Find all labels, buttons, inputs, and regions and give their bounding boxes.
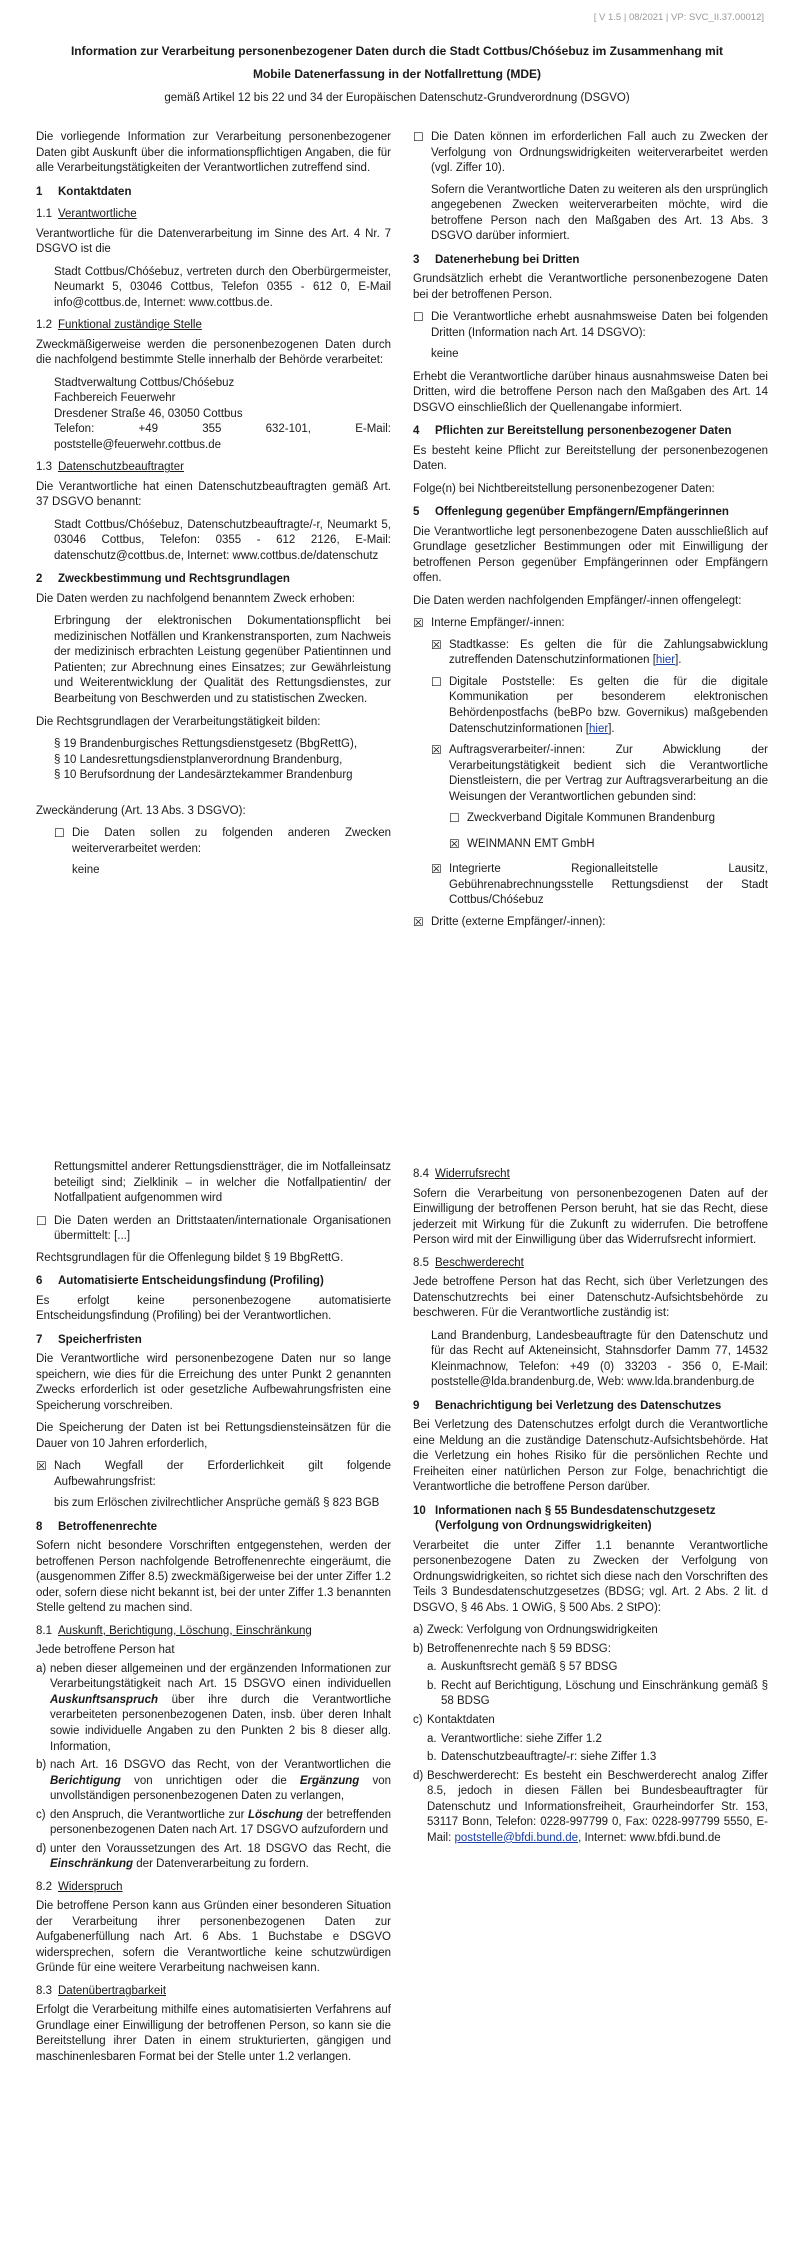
legal-basis-list (54, 737, 391, 784)
checkbox-checked-icon: ☒ (431, 637, 442, 652)
checkbox-checked-icon: ☒ (413, 616, 424, 631)
section-5-text: Die Verantwortliche legt personenbezogene Daten ausschließlich auf Grundlage gesetzlicher Bestimmungen oder mit Einwilligung der betroffenen Person gegenüber Empfängerinnen oder Empfängern offen. (413, 525, 768, 585)
page2-left-column (36, 1160, 391, 2072)
section-10-heading: 10 Informationen nach § 55 Bundesdatenschutzgesetz (Verfolgung von Ordnungswidrigkeiten) (413, 1504, 716, 1533)
document-header (36, 40, 758, 106)
checkbox-checked-icon: ☒ (431, 862, 442, 877)
section-9-heading: 9 Benachrichtigung bei Verletzung des Datenschutzes (413, 1399, 722, 1412)
weinmann-checkbox[interactable]: ☒ WEINMANN EMT GmbH (449, 836, 595, 851)
disclosure-legal-basis: Rechtsgrundlagen für die Offenlegung bildet § 19 BbgRettG. (36, 1251, 344, 1264)
section-2-text: Die Daten werden zu nachfolgend benanntem Zweck erhoben: (36, 592, 356, 605)
section-8-heading: 8 Betroffenenrechte (36, 1520, 158, 1533)
title-line-2: Mobile Datenerfassung in der Notfallrettung (MDE) (252, 67, 541, 82)
retention-checkbox[interactable]: ☒ Nach Wegfall der Erforderlichkeit gilt folgende Aufbewahrungsfrist: (36, 1459, 391, 1490)
section-1-2-text: Zweckmäßigerweise werden die personenbezogenen Daten durch die nachfolgend bestimmte Stelle innerhalb der Behörde verarbeitet: (36, 338, 391, 367)
legal-basis-item: § 10 Berufsordnung der Landesärztekammer Brandenburg (54, 769, 353, 782)
section-8-3-heading: 8.3 Datenübertragbarkeit (36, 1984, 167, 1997)
checkbox-checked-icon: ☒ (431, 743, 442, 758)
bdsg-subitem: a. Verantwortliche: siehe Ziffer 1.2 (427, 1732, 602, 1745)
section-3-note: Erhebt die Verantwortliche darüber hinaus ausnahmsweise Daten bei Dritten, wird die betroffene Person nach den Maßgaben des Art. 14 DSGVO einschließlich der Quellenangabe informiert. (413, 370, 768, 414)
section-1-heading: 1 Kontaktdaten (36, 185, 132, 198)
checkbox-checked-icon: ☒ (413, 914, 424, 929)
internal-recipients-checkbox[interactable]: ☒ Interne Empfänger/-innen: (413, 616, 565, 631)
section-4-consequence: Folge(n) bei Nichtbereitstellung personenbezogener Daten: (413, 482, 715, 495)
section-1-1-heading: 1.1 Verantwortliche (36, 208, 137, 221)
section-7-heading: 7 Speicherfristen (36, 1333, 142, 1346)
section-10-text: Verarbeitet die unter Ziffer 1.1 benannte Verantwortliche personenbezogene Daten zu Zwecken der Verfolgung von Ordnungswidrigkeiten, so richtet sich diese nach den Vorschriften des Teils 3 Bundesdatenschutzgesetzes (BDSG; vgl. Art. 2 Abs. 2 lit. d DSGVO, § 46 Abs. 1 OWiG, § 500 Abs. 2 StPO): (413, 1539, 768, 1614)
bdsg-subitem: b. Recht auf Berichtigung, Löschung und Einschränkung gemäß § 58 BDSG (427, 1679, 768, 1708)
checkbox-unchecked-icon: ☐ (413, 130, 424, 144)
section-5-heading: 5 Offenlegung gegenüber Empfängern/Empfängerinnen (413, 506, 729, 519)
recipients-intro: Die Daten werden nachfolgenden Empfänger/-innen offengelegt: (413, 594, 742, 607)
subtitle: gemäß Artikel 12 bis 22 und 34 der Europäischen Datenschutz-Grundverordnung (DSGVO) (164, 91, 630, 104)
page1-right-column (413, 130, 768, 936)
right-item: b) nach Art. 16 DSGVO das Recht, von der Verantwortlichen die Berichtigung von unrichtigen oder die Ergänzung von unvollständigen personenbezogenen Daten zu verlangen, (36, 1759, 391, 1803)
checkbox-unchecked-icon: ☐ (413, 310, 424, 325)
third-parties-text: Rettungsmittel anderer Rettungsdienstträger, die im Notfalleinsatz beteiligt sind; Zielklinik – in welcher die Notfallpatientin/ der Notfallpatient aufgenommen wird (54, 1161, 391, 1205)
section-8-4-heading: 8.4 Widerrufsrecht (413, 1168, 510, 1180)
checkbox-unchecked-icon: ☐ (431, 674, 442, 689)
right-item: a) neben dieser allgemeinen und der ergänzenden Informationen zur Verarbeitungstätigkeit nach Art. 15 DSGVO einen individuellen Auskunftsanspruch über ihre durch die Verantwortliche verarbeiteten personenbezogenen Daten, insb. über deren Inhalt sowie individuelle Angaben zu den Punkten 2 bis 8 dieser allg. Information, (36, 1662, 391, 1753)
further-processing-checkbox[interactable]: ☐ Die Daten können im erforderlichen Fall auch zu Zwecken der Verfolgung von Ordnungswidrigkeiten weiterverarbeitet werden (vgl. Ziffer 10). (413, 130, 768, 177)
bdsg-item: d) Beschwerderecht: Es besteht ein Beschwerderecht analog Ziffer 8.5, jedoch in diesen Fällen bei Bundesbeauftragter für Datenschutz und Informationsfreiheit, Graurheindorfer Str. 153, 53117 Bonn, Telefon: 0228-997799 0, Fax: 0228-997799 5550, E-Mail: poststelle@bfdi.bund.de, Internet: www.bfdi.bund.de (413, 1769, 768, 1844)
bdsg-item: a) Zweck: Verfolgung von Ordnungswidrigkeiten (413, 1624, 658, 1637)
stadtkasse-checkbox[interactable]: ☒ Stadtkasse: Es gelten die für die Zahlungsabwicklung zutreffenden Datenschutzinformationen [hier]. (431, 638, 768, 669)
legal-basis-item: § 10 Landesrettungsdienstplanverordnung Brandenburg, (54, 753, 343, 766)
legal-basis-intro: Die Rechtsgrundlagen der Verarbeitungstätigkeit bilden: (36, 715, 321, 728)
purpose-change-value: keine (72, 864, 100, 877)
section-8-3-text: Erfolgt die Verarbeitung mithilfe eines automatisierten Verfahrens auf Grundlage einer Einwilligung der betroffenen Person, so kann sie die Bereitstellung ihrer Daten in einem strukturierten, gängigen und maschinenlesbaren Format bei der Stelle unter 1.2 verlangen. (36, 2004, 391, 2063)
section-4-text: Es besteht keine Pflicht zur Bereitstellung der personenbezogenen Daten. (413, 444, 768, 473)
purpose-change-title: Zweckänderung (Art. 13 Abs. 3 DSGVO): (36, 804, 246, 817)
checkbox-checked-icon: ☒ (449, 836, 460, 851)
section-1-3-heading: 1.3 Datenschutzbeauftragter (36, 461, 184, 474)
third-party-collection-value: keine (431, 348, 459, 361)
bdsg-item: b) Betroffenenrechte nach § 59 BDSG: (413, 1642, 611, 1655)
intro: Die vorliegende Information zur Verarbeitung personenbezogener Daten gibt Auskunft über die informationspflichtigen Angaben, die für alle Verarbeitungstätigkeiten der Verantwortlichen zutreffend sind. (36, 131, 391, 175)
section-9-text: Bei Verletzung des Datenschutzes erfolgt durch die Verantwortliche eine Meldung an die zuständige Datenschutz-Aufsichtsbehörde. Hat die Verletzung ein hohes Risiko für die persönlichen Rechte und Freiheiten einer natürlichen Person zur Folge, benachrichtigt die Verantwortliche die betroffene Person darüber. (413, 1419, 768, 1494)
checkbox-unchecked-icon: ☐ (449, 811, 460, 826)
responsible-unit-address: Stadtverwaltung Cottbus/Chóśebuz Fachbereich Feuerwehr Dresdener Straße 46, 03050 Cottbus Telefon: +49 355 632-101, E-Mail: poststelle@feuerwehr.cottbus.de (54, 376, 391, 451)
section-8-5-text: Jede betroffene Person hat das Recht, sich über Verletzungen des Datenschutzrechts bei einer Datenschutz-Aufsichtsbehörde zu beschweren. Für die Verantwortliche zuständig ist: (413, 1276, 768, 1320)
digital-mailroom-checkbox[interactable]: ☐ Digitale Poststelle: Es gelten die für die digitale Kommunikation per besonderem elektronischen Behördenpostfachs (beBPo bzw. Governikus) maßgebenden Datenschutzinformationen [hier]. (431, 675, 768, 737)
bdsg-item: c) Kontaktdaten (413, 1713, 495, 1726)
section-1-2-heading: 1.2 Funktional zuständige Stelle (36, 319, 202, 332)
retention-value: bis zum Erlöschen zivilrechtlicher Ansprüche gemäß § 823 BGB (54, 1497, 380, 1510)
purpose-change-checkbox[interactable]: ☐ Die Daten sollen zu folgenden anderen Zwecken weiterverarbeitet werden: (54, 826, 391, 857)
section-8-1-heading: 8.1 Auskunft, Berichtigung, Löschung, Einschränkung (36, 1624, 312, 1637)
third-party-collection-checkbox[interactable]: ☐ Die Verantwortliche erhebt ausnahmsweise Daten bei folgenden Dritten (Information nach Art. 14 DSGVO): (413, 310, 768, 341)
zweckverband-checkbox[interactable]: ☐ Zweckverband Digitale Kommunen Brandenburg (449, 811, 716, 826)
bdsg-subitem: a. Auskunftsrecht gemäß § 57 BDSG (427, 1661, 618, 1674)
third-country-checkbox[interactable]: ☐ Die Daten werden an Drittstaaten/internationale Organisationen übermittelt: [...] (36, 1214, 391, 1245)
purpose-text: Erbringung der elektronischen Dokumentationspflicht bei medizinischen Notfällen und Krankenstransporten, zum Nachweis der medizinisch erbrachten Leistung gegenüber Patientinnen und Patienten; zur Abrechnung eines Einsatzes; zur Gewährleistung und Weiterentwicklung der Qualität des Rettungsdienstes, zur Bearbeitung von Beschwerden und zu statistischen Zwecken. (54, 615, 391, 705)
section-6-text: Es erfolgt keine personenbezogene automatisierte Entscheidungsfindung (Profiling) bei der Verantwortlichen. (36, 1294, 391, 1323)
section-8-4-text: Sofern die Verarbeitung von personenbezogenen Daten auf der Einwilligung der betroffenen Person beruht, hat sie das Recht, diese jederzeit mit Wirkung für die Zukunft zu widerrufen. Die betroffene Person wird mit der Einwilligung über das Widerrufsrecht informiert. (413, 1187, 768, 1247)
legal-basis-item: § 19 Brandenburgisches Rettungsdienstgesetz (BbgRettG), (54, 738, 358, 751)
right-item: c) den Anspruch, die Verantwortliche zur Löschung der betreffenden personenbezogenen Daten nach Art. 17 DSGVO aufzufordern und (36, 1808, 391, 1837)
checkbox-unchecked-icon: ☐ (54, 826, 65, 841)
poststelle-info-link[interactable]: hier (589, 722, 609, 735)
section-1-3-text: Die Verantwortliche hat einen Datenschutzbeauftragten gemäß Art. 37 DSGVO benannt: (36, 480, 391, 509)
dpo-address: Stadt Cottbus/Chóśebuz, Datenschutzbeauftragte/-r, Neumarkt 5, 03046 Cottbus, Telefon: 0355 - 612 2126, E-Mail: datenschutz@cottbus.de, Internet: www.cottbus.de/datenschutz (54, 518, 391, 562)
section-8-intro: Sofern nicht besondere Vorschriften entgegenstehen, werden der betroffenen Person nachfolgende Betroffenenrechte eingeräumt, die (ausgenommen Ziffer 8.5) zweckmäßigerweise bei der unter Ziffer 1.2 oder, sofern diese nicht bekannt ist, bei der unter Ziffer 1.3 benannten Stelle geltend zu machen sind. (36, 1540, 391, 1615)
section-3-text: Grundsätzlich erhebt die Verantwortliche personenbezogene Daten bei der betroffenen Person. (413, 273, 768, 301)
section-2-heading: 2 Zweckbestimmung und Rechtsgrundlagen (36, 573, 290, 586)
processors-checkbox[interactable]: ☒ Auftragsverarbeiter/-innen: Zur Abwicklung der Verarbeitungstätigkeit bedient sich die Verantwortliche Dienstleistern, die per Vertrag zur Auftragsverarbeitung an die Weisungen der Verantwortlichen gebunden sind: (431, 743, 768, 805)
section-8-5-heading: 8.5 Beschwerderecht (413, 1256, 524, 1269)
bfdi-email-link[interactable]: poststelle@bfdi.bund.de (454, 1831, 579, 1844)
stadtkasse-info-link[interactable]: hier (655, 654, 676, 667)
controller-address: Stadt Cottbus/Chóśebuz, vertreten durch den Oberbürgermeister, Neumarkt 5, 03046 Cottbus, Telefon 0355 - 612 0, E-Mail info@cottbus.de, Internet: www.cottbus.de. (54, 265, 391, 309)
section-1-1-text: Verantwortliche für die Datenverarbeitung im Sinne des Art. 4 Nr. 7 DSGVO ist die (36, 227, 391, 256)
version-line: [ V 1.5 | 08/2021 | VP: SVC_II.37.00012] (593, 12, 764, 23)
section-8-2-heading: 8.2 Widerspruch (36, 1880, 123, 1893)
page1-left-column (36, 130, 391, 886)
regional-dispatch-checkbox[interactable]: ☒ Integrierte Regionalleitstelle Lausitz, Gebührenabrechnungsstelle Rettungsdienst der Stadt Cottbus/Chóśebuz (431, 862, 768, 909)
title-line-1: Information zur Verarbeitung personenbezogener Daten durch die Stadt Cottbus/Chóśebuz im Zusammenhang mit (70, 44, 724, 58)
section-8-1-lead: Jede betroffene Person hat (36, 1644, 175, 1657)
section-8-2-text: Die betroffene Person kann aus Gründen einer besonderen Situation der Verarbeitung ihrer personenbezogenen Daten zur Aufgabenerfüllung nach Art. 6 Abs. 1 Buchstabe e DSGVO widersprechen, sofern die Verantwortliche keine schutzwürdigen Gründe für eine weitere Verarbeitung nachweisen kann. (36, 1900, 391, 1975)
supervisory-authority-address: Land Brandenburg, Landesbeauftragte für den Datenschutz und für das Recht auf Akteneinsicht, Stahnsdorfer Damm 77, 14532 Kleinmachnow, Telefon: +49 (0) 33203 - 356 0, E-Mail: poststelle@lda.brandenburg.de, Web: www.lda.brandenburg.de (431, 1329, 768, 1389)
right-item: d) unter den Voraussetzungen des Art. 18 DSGVO das Recht, die Einschränkung der Datenverarbeitung zu fordern. (36, 1842, 391, 1871)
bdsg-subitem: b. Datenschutzbeauftragte/-r: siehe Ziffer 1.3 (427, 1751, 657, 1764)
further-processing-note: Sofern die Verantwortliche Daten zu weiteren als den ursprünglich angegebenen Zwecken weiterverarbeiten möchte, wird die betroffene Person nach den Maßgaben des Art. 13 Abs. 3 DSGVO darüber informiert. (431, 183, 768, 243)
section-7-text-2: Die Speicherung der Daten ist bei Rettungsdiensteinsätzen für die Dauer von 10 Jahren erforderlich, (36, 1422, 391, 1450)
section-3-heading: 3 Datenerhebung bei Dritten (413, 253, 580, 266)
section-7-text-1: Die Verantwortliche wird personenbezogene Daten nur so lange speichern, wie dies für die Erreichung des unter Punkt 2 genannten Zwecks erforderlich ist oder gesetzliche Aufbewahrungsfristen eine Speicherung vorschreiben. (36, 1353, 391, 1412)
section-6-heading: 6 Automatisierte Entscheidungsfindung (Profiling) (36, 1275, 324, 1288)
checkbox-unchecked-icon: ☐ (36, 1213, 47, 1228)
page2-right-column (413, 1160, 768, 1849)
page-2 (0, 1160, 794, 2251)
section-4-heading: 4 Pflichten zur Bereitstellung personenbezogener Daten (413, 425, 732, 438)
third-parties-checkbox[interactable]: ☒ Dritte (externe Empfänger/-innen): (413, 914, 606, 929)
checkbox-checked-icon: ☒ (36, 1459, 47, 1474)
